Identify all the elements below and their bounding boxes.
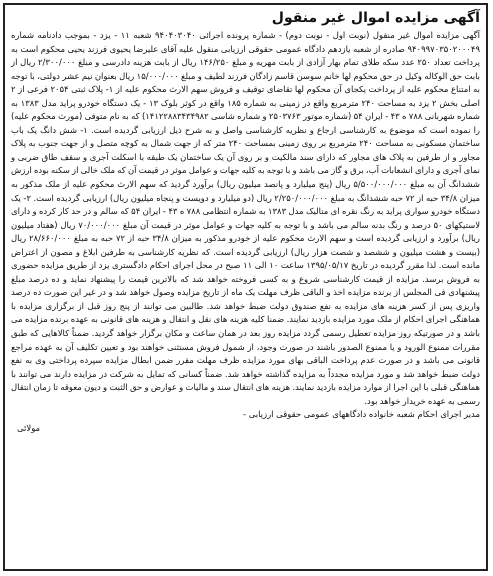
notice-signature-line: مدیر اجرای احکام شعبه خانواده دادگاههای عمومی حقوقی ارزیابی - xyxy=(242,409,480,420)
notice-body: آگهی مزایده اموال غیر منقول (نوبت اول - نوبت دوم) - شماره پرونده اجرائی ۹۴۰۴۰۳۰۴۰ شعبه ۱۱ - یزد - بموجب دادنامه شماره ۹۴۰۹۹۷۰۳۵۰۲۰۰۰۴۹ صادره از شعبه یازدهم دادگاه عمومی حقوقی ارزیابی منقول علیه آقای علیرضا یحیوی فرزند یحیی محکوم است به پرداخت تعداد ۲۵۰ عدد سکه طلای تمام بهار آزادی از بابت مهریه و مبلغ ۱۴۶/۲۵۰ ریال از بابت هزینه دادرسی و مبلغ ۲/۳۰۰/۰۰۰ ریال از بابت حق الوکاله وکیل در حق محکوم لها خانم سوسن قاسم زادگان فرزند لطیف و مبلغ ۱۵/۰۰۰/۰۰۰ ریال بعنوان نیم عشر دولتی، با توجه به امتناع محکوم علیه از پرداخت یکجای آن محکوم لها تقاضای توقیف و فروش سهم الارث محکوم علیه از ۱- پلاک ثبتی ۲۰۵۴ فرعی از ۲ اصلی بخش ۲ یزد به مساحت ۲۴۰ مترمربع واقع در زمینی به شماره ۱۸۵ واقع در کوثر بلوک ۱۳ - یک دستگاه خودرو پراید مدل ۱۳۸۳ به شماره شهربانی ۷۸۸ ه ۴۳ - ایران ۵۴ (شماره موتور ۲۵۰۳۷۶۳ و شماره شاسی ۱۴۱۲۲۸۸۳۴۳۴۹۸۲) که به نام متوفی (مورث محکوم علیه) را نموده است که موضوع به کارشناسی ارجاع و نظریه کارشناسی واصل و به شرح ذیل ارزیابی گردیده است. ۱- شش دانگ یک باب ساختمان مسکونی به مساحت ۲۴۰ مترمربع بر روی زمینی بمساحت ۲۴۰ متر که از جهت شمال به کوچه متصل و از جهت جنوب به پلاک مجاور و از طرفین به پلاک های مجاور که دارای سند مالکیت و بر روی آن یک ساختمان یک طبقه با اسکلت آجری و سقف طاق ضربی و نمای آجری و دارای انشعابات آب، برق و گاز می باشد و با توجه به کلیه جهات و عوامل موثر در قیمت آن که ملک خالی از سکنه بوده ارزش ششدانگ آن به مبلغ ۵/۵۰۰/۰۰۰/۰۰۰ ریال (پنج میلیارد و پانصد میلیون ریال) برآورد گردید که سهم الارث محکوم علیه از ملک مذکور به میزان ۳۴/۸ حبه از ۷۲ حبه ششدانگ به مبلغ ۲/۲۵۰/۰۰۰/۰۰۰ ریال (دو میلیارد و دویست و پنجاه میلیون ریال) ارزیابی گردیده است. ۲- یک دستگاه خودرو سواری پراید به رنگ نقره ای متالیک مدل ۱۳۸۳ به شماره انتظامی ۷۸۸ ه ۴۳ - ایران ۵۴ که سالم و در حد کار کرده و دارای لاستیکهای ۵۰ درصد و رنگ بدنه سالم می باشد و با توجه به کلیه جهات و عوامل موثر در قیمت آن مبلغ ۷۰/۰۰۰/۰۰۰ ریال (هفتاد میلیون ریال) برآورد و ارزیابی گردیده است و سهم الارث محکوم علیه از خودرو مذکور به میزان ۳۴/۸ حبه از ۷۲ حبه به مبلغ ۲۸/۶۶۰/۰۰۰ ریال (بیست و هشت میلیون و ششصد و شصت هزار ریال) ارزیابی گردیده است. که نظریه کارشناسی به طرفین ابلاغ و مصون از اعتراض مانده است. لذا مقرر گردیده در تاریخ ۱۳۹۵/۰۵/۱۷ ساعت ۱۰ الی ۱۱ صبح در محل اجرای احکام دادگستری یزد از طریق مزایده حضوری به فروش برسد. مزایده از قیمت کارشناسی شروع و به کسی فروخته خواهد شد که بالاترین قیمت را پیشنهاد نماید و ده درصد مبلغ پیشنهادی فی المجلس از برنده مزایده اخذ و الباقی ظرف مهلت یک ماه از تاریخ مزایده وصول خواهد شد و در غیر این صورت ده درصد واریزی پس از کسر هزینه های مزایده به نفع صندوق دولت ضبط خواهد شد. طالبین می توانند از پنج روز قبل از برگزاری مزایده با هماهنگی اجرای احکام از ملک مورد مزایده بازدید نمایند. ضمنا کلیه هزینه های نقل و انتقال و هزینه های قانونی به عهده برنده مزایده می باشد و در صورتیکه روز مزایده تعطیل رسمی گردد مزایده روز بعد در همان ساعت و مکان برگزار خواهد گردید. ضمناً کالاهایی که طبق مقررات ممنوع الورود و یا ممنوع الصدور باشند در صورت وجود، از شمول فروش مستثنی خواهند بود و تعیین تکلیف آن به عهده مراجع قانونی می باشد و در صورت عدم پرداخت الباقی بهای مورد مزایده ظرف مهلت مقرر ضمن ابطال مزایده سپرده پرداختی وی به نفع دولت ضبط خواهد شد و مورد مزایده مجدداً به مزایده گذاشته خواهد شد. ضمناً کسانی که تمایل به شرکت در مزایده دارند می توانند با هماهنگی قبلی با این اجرا از موارد مزایده بازدید نمایند. هزینه های انتقال سند و مالیات و عوارض و حق الثبت و دیون معوقه تا زمان انتقال رسمی به عهده خریدار خواهد بود. xyxy=(11,30,480,406)
notice-title: آگهی مزایده اموال غیر منقول xyxy=(271,10,480,26)
notice-signatory-name: مولائی xyxy=(17,422,41,433)
auction-notice xyxy=(3,3,488,571)
